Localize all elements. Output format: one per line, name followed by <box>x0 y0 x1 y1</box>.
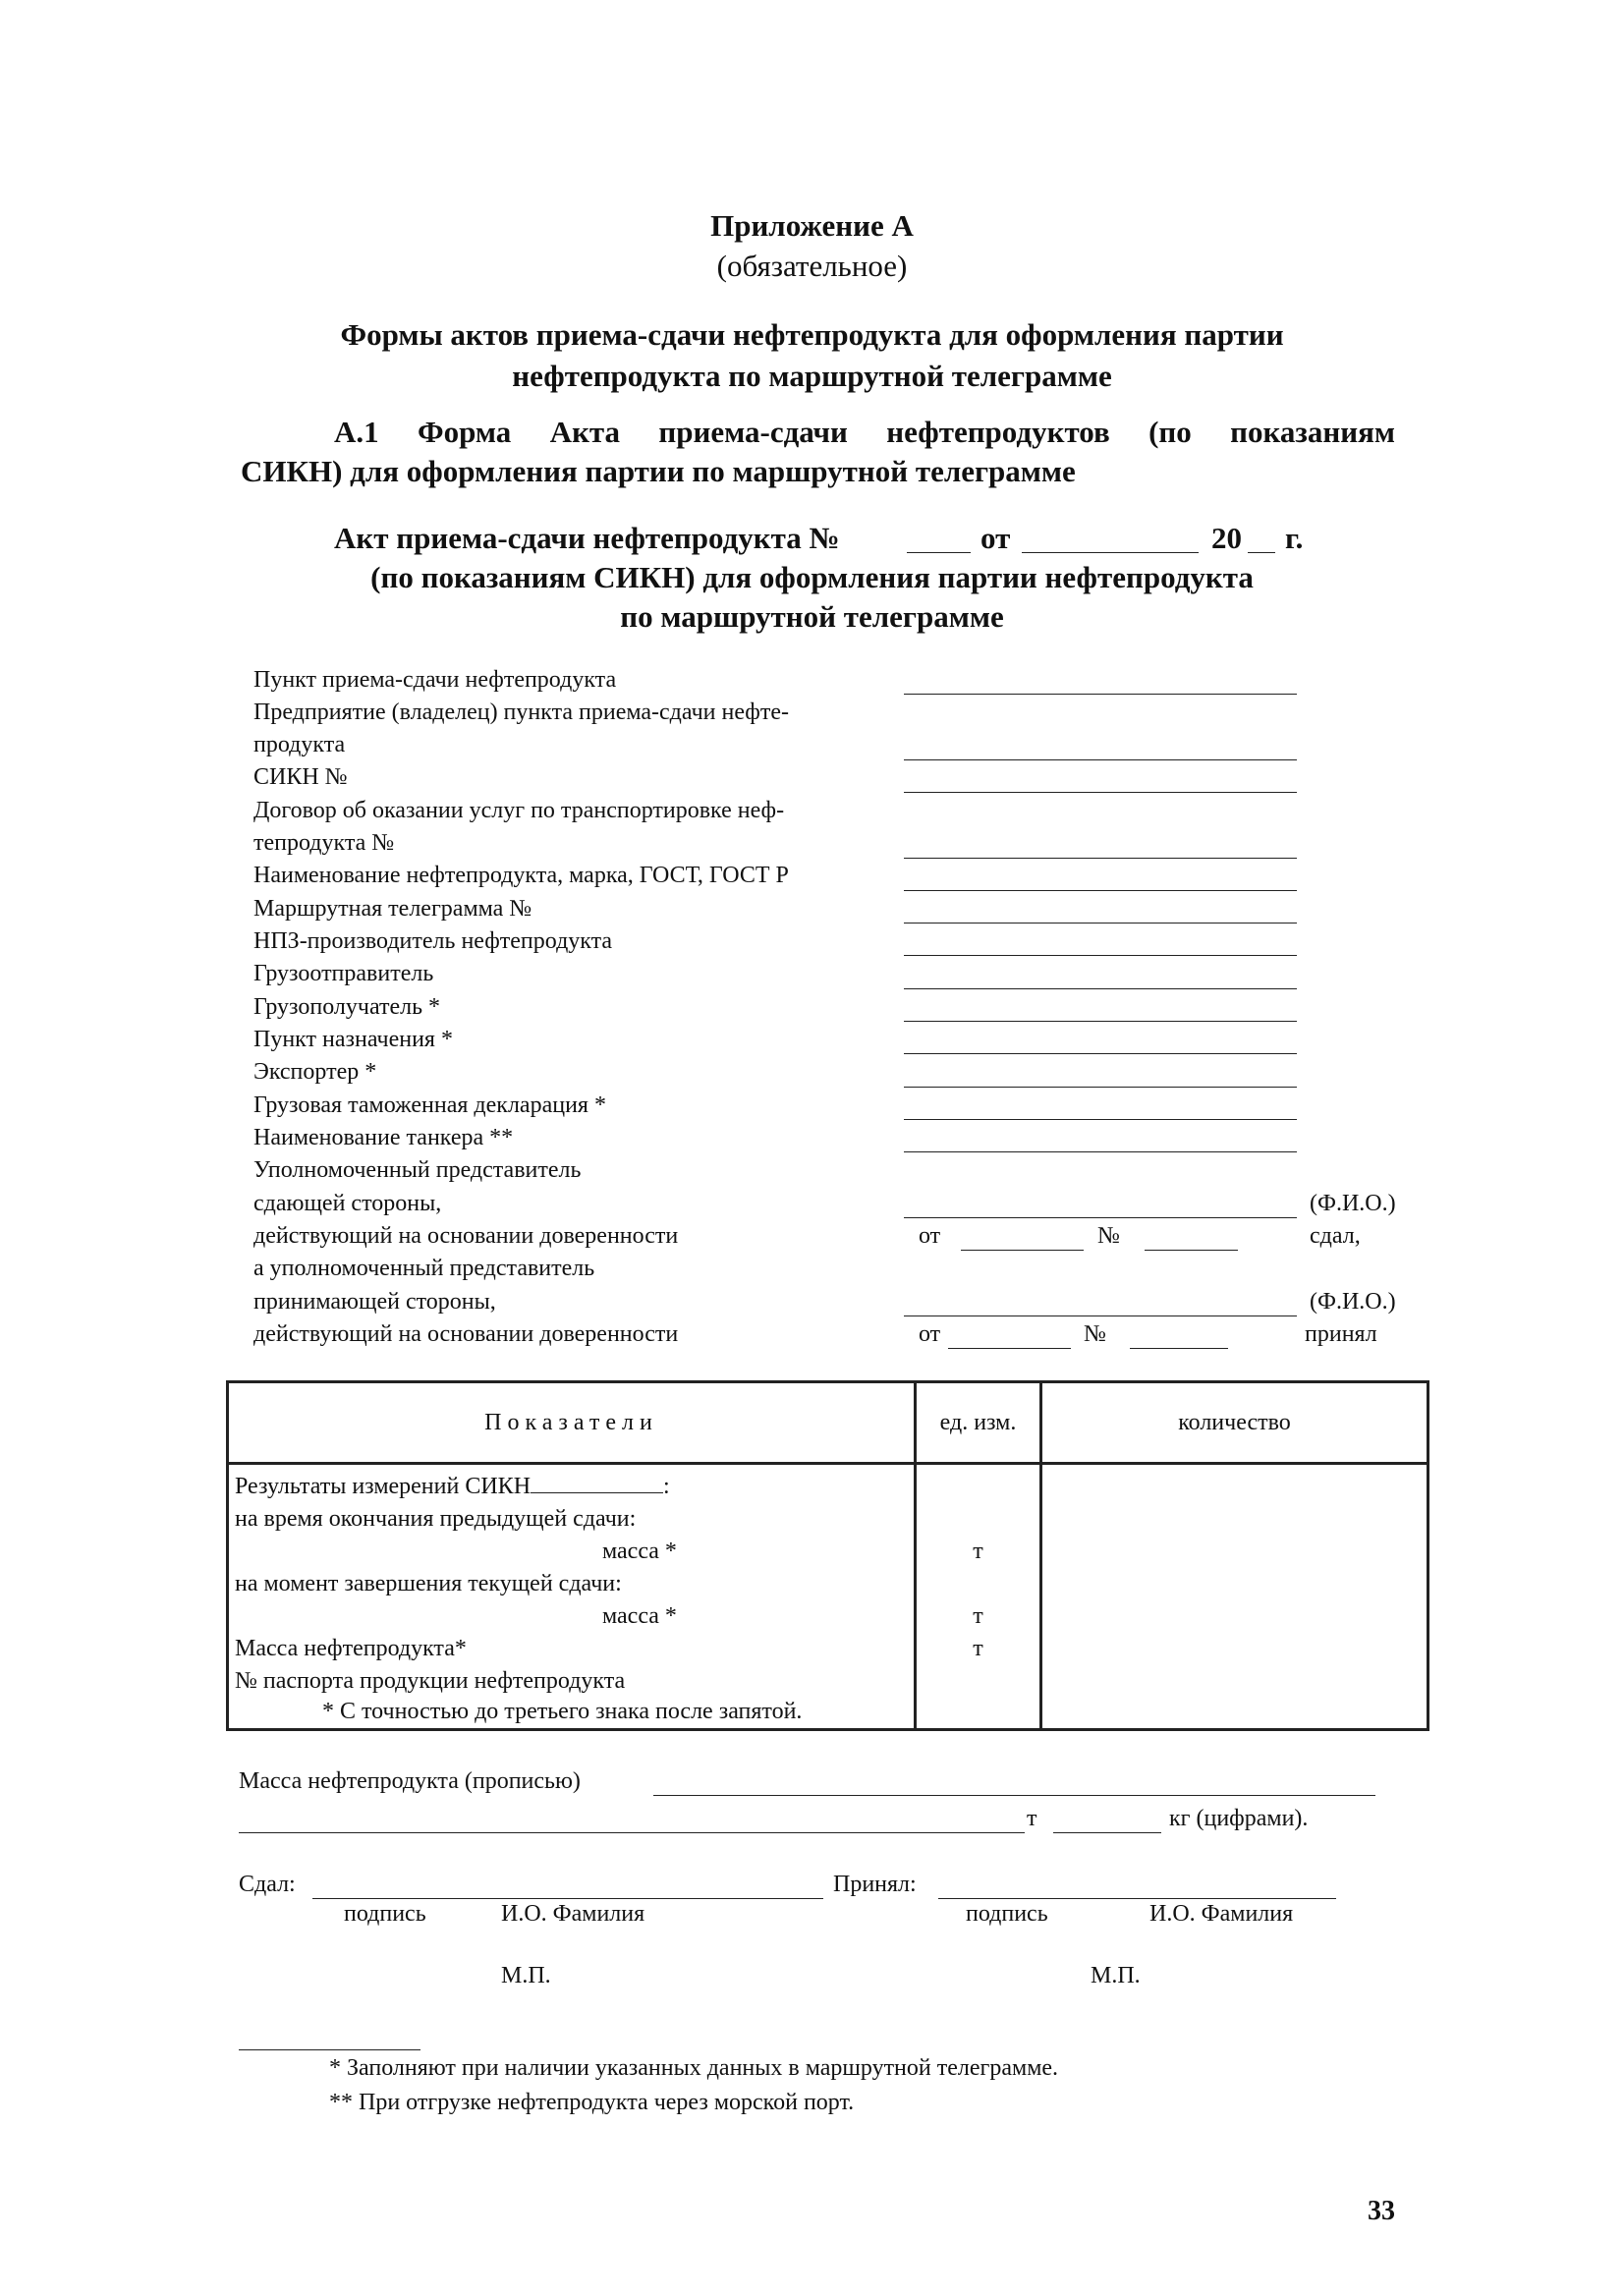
field-label: Пункт приема-сдачи нефтепродукта <box>253 667 617 693</box>
signature-caption: подпись <box>344 1901 426 1927</box>
blank-line[interactable] <box>904 1053 1297 1054</box>
footnote-2: ** При отгрузке нефтепродукта через морской порт. <box>329 2090 855 2115</box>
field-label: тепродукта № <box>253 830 395 856</box>
field-label: Экспортер * <box>253 1059 377 1085</box>
blank-line[interactable] <box>904 1021 1297 1022</box>
field-label: Договор об оказании услуг по транспортировке неф- <box>253 798 785 823</box>
section-title-line1: А.1 Форма Акта приема-сдачи нефтепродуктов (по показаниям <box>334 415 1395 449</box>
table-row <box>229 1600 914 1633</box>
header-indicators: Показатели <box>228 1382 916 1464</box>
unit-value: т <box>973 1636 983 1661</box>
field-label: продукта <box>253 732 346 757</box>
quantity-cell[interactable] <box>1041 1464 1428 1730</box>
field-label: сдающей стороны, <box>253 1191 442 1216</box>
act-title-from: от <box>980 521 1011 555</box>
table-row <box>229 1503 914 1536</box>
number-line[interactable] <box>1145 1250 1238 1251</box>
table-row <box>229 1568 914 1600</box>
stamp-label: М.П. <box>501 1963 551 1988</box>
forms-title-line1: Формы актов приема-сдачи нефтепродукта для оформления партии <box>340 317 1284 352</box>
field-label: НПЗ-производитель нефтепродукта <box>253 928 613 954</box>
received-signature-label: Принял: <box>833 1872 917 1897</box>
signature-caption: подпись <box>966 1901 1048 1927</box>
mass-words-label: Масса нефтепродукта (прописью) <box>239 1768 581 1794</box>
field-label: действующий на основании доверенности <box>253 1223 679 1249</box>
unit-value <box>917 1471 1039 1503</box>
kg-label: кг (цифрами). <box>1169 1806 1309 1831</box>
blank-line[interactable] <box>904 988 1297 989</box>
blank-line[interactable] <box>904 694 1297 695</box>
forms-title-line2: нефтепродукта по маршрутной телеграмме <box>512 359 1112 393</box>
act-title-line3: по маршрутной телеграмме <box>620 599 1004 634</box>
table-header-row <box>228 1382 1428 1464</box>
act-title-g: г. <box>1285 521 1304 555</box>
unit-value <box>917 1568 1039 1600</box>
indicators-cell <box>228 1464 916 1730</box>
section-title-line2: СИКН) для оформления партии по маршрутной телеграмме <box>241 454 1076 488</box>
gave-label: сдал, <box>1310 1223 1361 1249</box>
gave-signature-label: Сдал: <box>239 1872 296 1897</box>
table-row <box>229 1665 914 1698</box>
blank-line[interactable] <box>904 858 1297 859</box>
unit-value: т <box>973 1539 983 1564</box>
field-label: Пункт назначения * <box>253 1027 453 1052</box>
appendix-title: Приложение А <box>710 208 914 243</box>
num-label: № <box>1097 1223 1120 1249</box>
page-number: 33 <box>1368 2196 1395 2226</box>
field-label: принимающей стороны, <box>253 1289 496 1315</box>
name-caption: И.О. Фамилия <box>1149 1901 1294 1927</box>
field-label: Предприятие (владелец) пункта приема-сдачи нефте- <box>253 700 789 725</box>
date-line[interactable] <box>961 1250 1084 1251</box>
field-label: СИКН № <box>253 764 348 790</box>
from-label: от <box>919 1321 941 1347</box>
act-title-line2: (по показаниям СИКН) для оформления партии нефтепродукта <box>370 560 1254 594</box>
header-quantity: количество <box>1041 1382 1428 1464</box>
act-title-part1: Акт приема-сдачи нефтепродукта № <box>334 521 840 555</box>
unit-value <box>917 1503 1039 1536</box>
row-label: на время окончания предыдущей сдачи: <box>235 1506 637 1532</box>
table-body-row <box>228 1464 1428 1730</box>
blank-line[interactable] <box>904 890 1297 891</box>
date-line[interactable] <box>948 1348 1071 1349</box>
blank-line[interactable] <box>904 759 1297 760</box>
blank-line[interactable] <box>904 923 1297 924</box>
blank-line[interactable] <box>904 792 1297 793</box>
field-label: Наименование нефтепродукта, марка, ГОСТ, ГОСТ Р <box>253 863 789 888</box>
blank-line[interactable] <box>904 1151 1297 1152</box>
blank-line[interactable] <box>904 1087 1297 1088</box>
field-label: Уполномоченный представитель <box>253 1157 582 1183</box>
table-row <box>229 1471 914 1503</box>
row-suffix: : <box>663 1474 670 1499</box>
from-label: от <box>919 1223 941 1249</box>
mass-words-line[interactable] <box>239 1832 1025 1833</box>
row-label: масса * <box>602 1539 677 1564</box>
number-line[interactable] <box>1130 1348 1228 1349</box>
footnote-1: * Заполняют при наличии указанных данных в маршрутной телеграмме. <box>329 2055 1059 2081</box>
fio-line[interactable] <box>904 1315 1297 1316</box>
unit-value: т <box>973 1603 983 1629</box>
row-label: № паспорта продукции нефтепродукта <box>235 1668 626 1694</box>
unit-cell <box>916 1464 1041 1730</box>
received-signature-line[interactable] <box>938 1898 1336 1899</box>
field-label: а уполномоченный представитель <box>253 1256 595 1281</box>
footnote-separator <box>239 2049 420 2050</box>
field-label: Наименование танкера ** <box>253 1125 514 1150</box>
name-caption: И.О. Фамилия <box>501 1901 645 1927</box>
row-label: масса * <box>602 1603 677 1629</box>
table-row <box>229 1536 914 1568</box>
table-footnote: * С точностью до третьего знака после запятой. <box>322 1699 803 1724</box>
field-label: Грузоотправитель <box>253 961 434 986</box>
header-unit: ед. изм. <box>916 1382 1041 1464</box>
row-label: Результаты измерений СИКН <box>235 1474 532 1499</box>
fio-line[interactable] <box>904 1217 1297 1218</box>
field-label: Грузовая таможенная декларация * <box>253 1092 606 1118</box>
blank-line[interactable] <box>904 1119 1297 1120</box>
indicators-table <box>226 1380 1429 1731</box>
field-label: действующий на основании доверенности <box>253 1321 679 1347</box>
row-label: Масса нефтепродукта* <box>235 1636 467 1661</box>
appendix-subtitle: (обязательное) <box>716 249 908 283</box>
blank-line[interactable] <box>904 955 1297 956</box>
gave-signature-line[interactable] <box>312 1898 823 1899</box>
mass-words-line[interactable] <box>653 1795 1375 1796</box>
table-row <box>229 1633 914 1665</box>
fio-label: (Ф.И.О.) <box>1310 1289 1396 1315</box>
tonnes-label: т <box>1027 1806 1037 1831</box>
field-label: Грузополучатель * <box>253 994 441 1020</box>
kg-line[interactable] <box>1053 1832 1161 1833</box>
received-label: принял <box>1305 1321 1377 1347</box>
stamp-label: М.П. <box>1091 1963 1141 1988</box>
unit-value <box>917 1665 1039 1698</box>
num-label: № <box>1084 1321 1106 1347</box>
sikn-blank[interactable] <box>531 1471 663 1493</box>
field-label: Маршрутная телеграмма № <box>253 896 532 922</box>
row-label: на момент завершения текущей сдачи: <box>235 1571 622 1596</box>
act-title-year: 20 <box>1211 521 1242 555</box>
fio-label: (Ф.И.О.) <box>1310 1191 1396 1216</box>
